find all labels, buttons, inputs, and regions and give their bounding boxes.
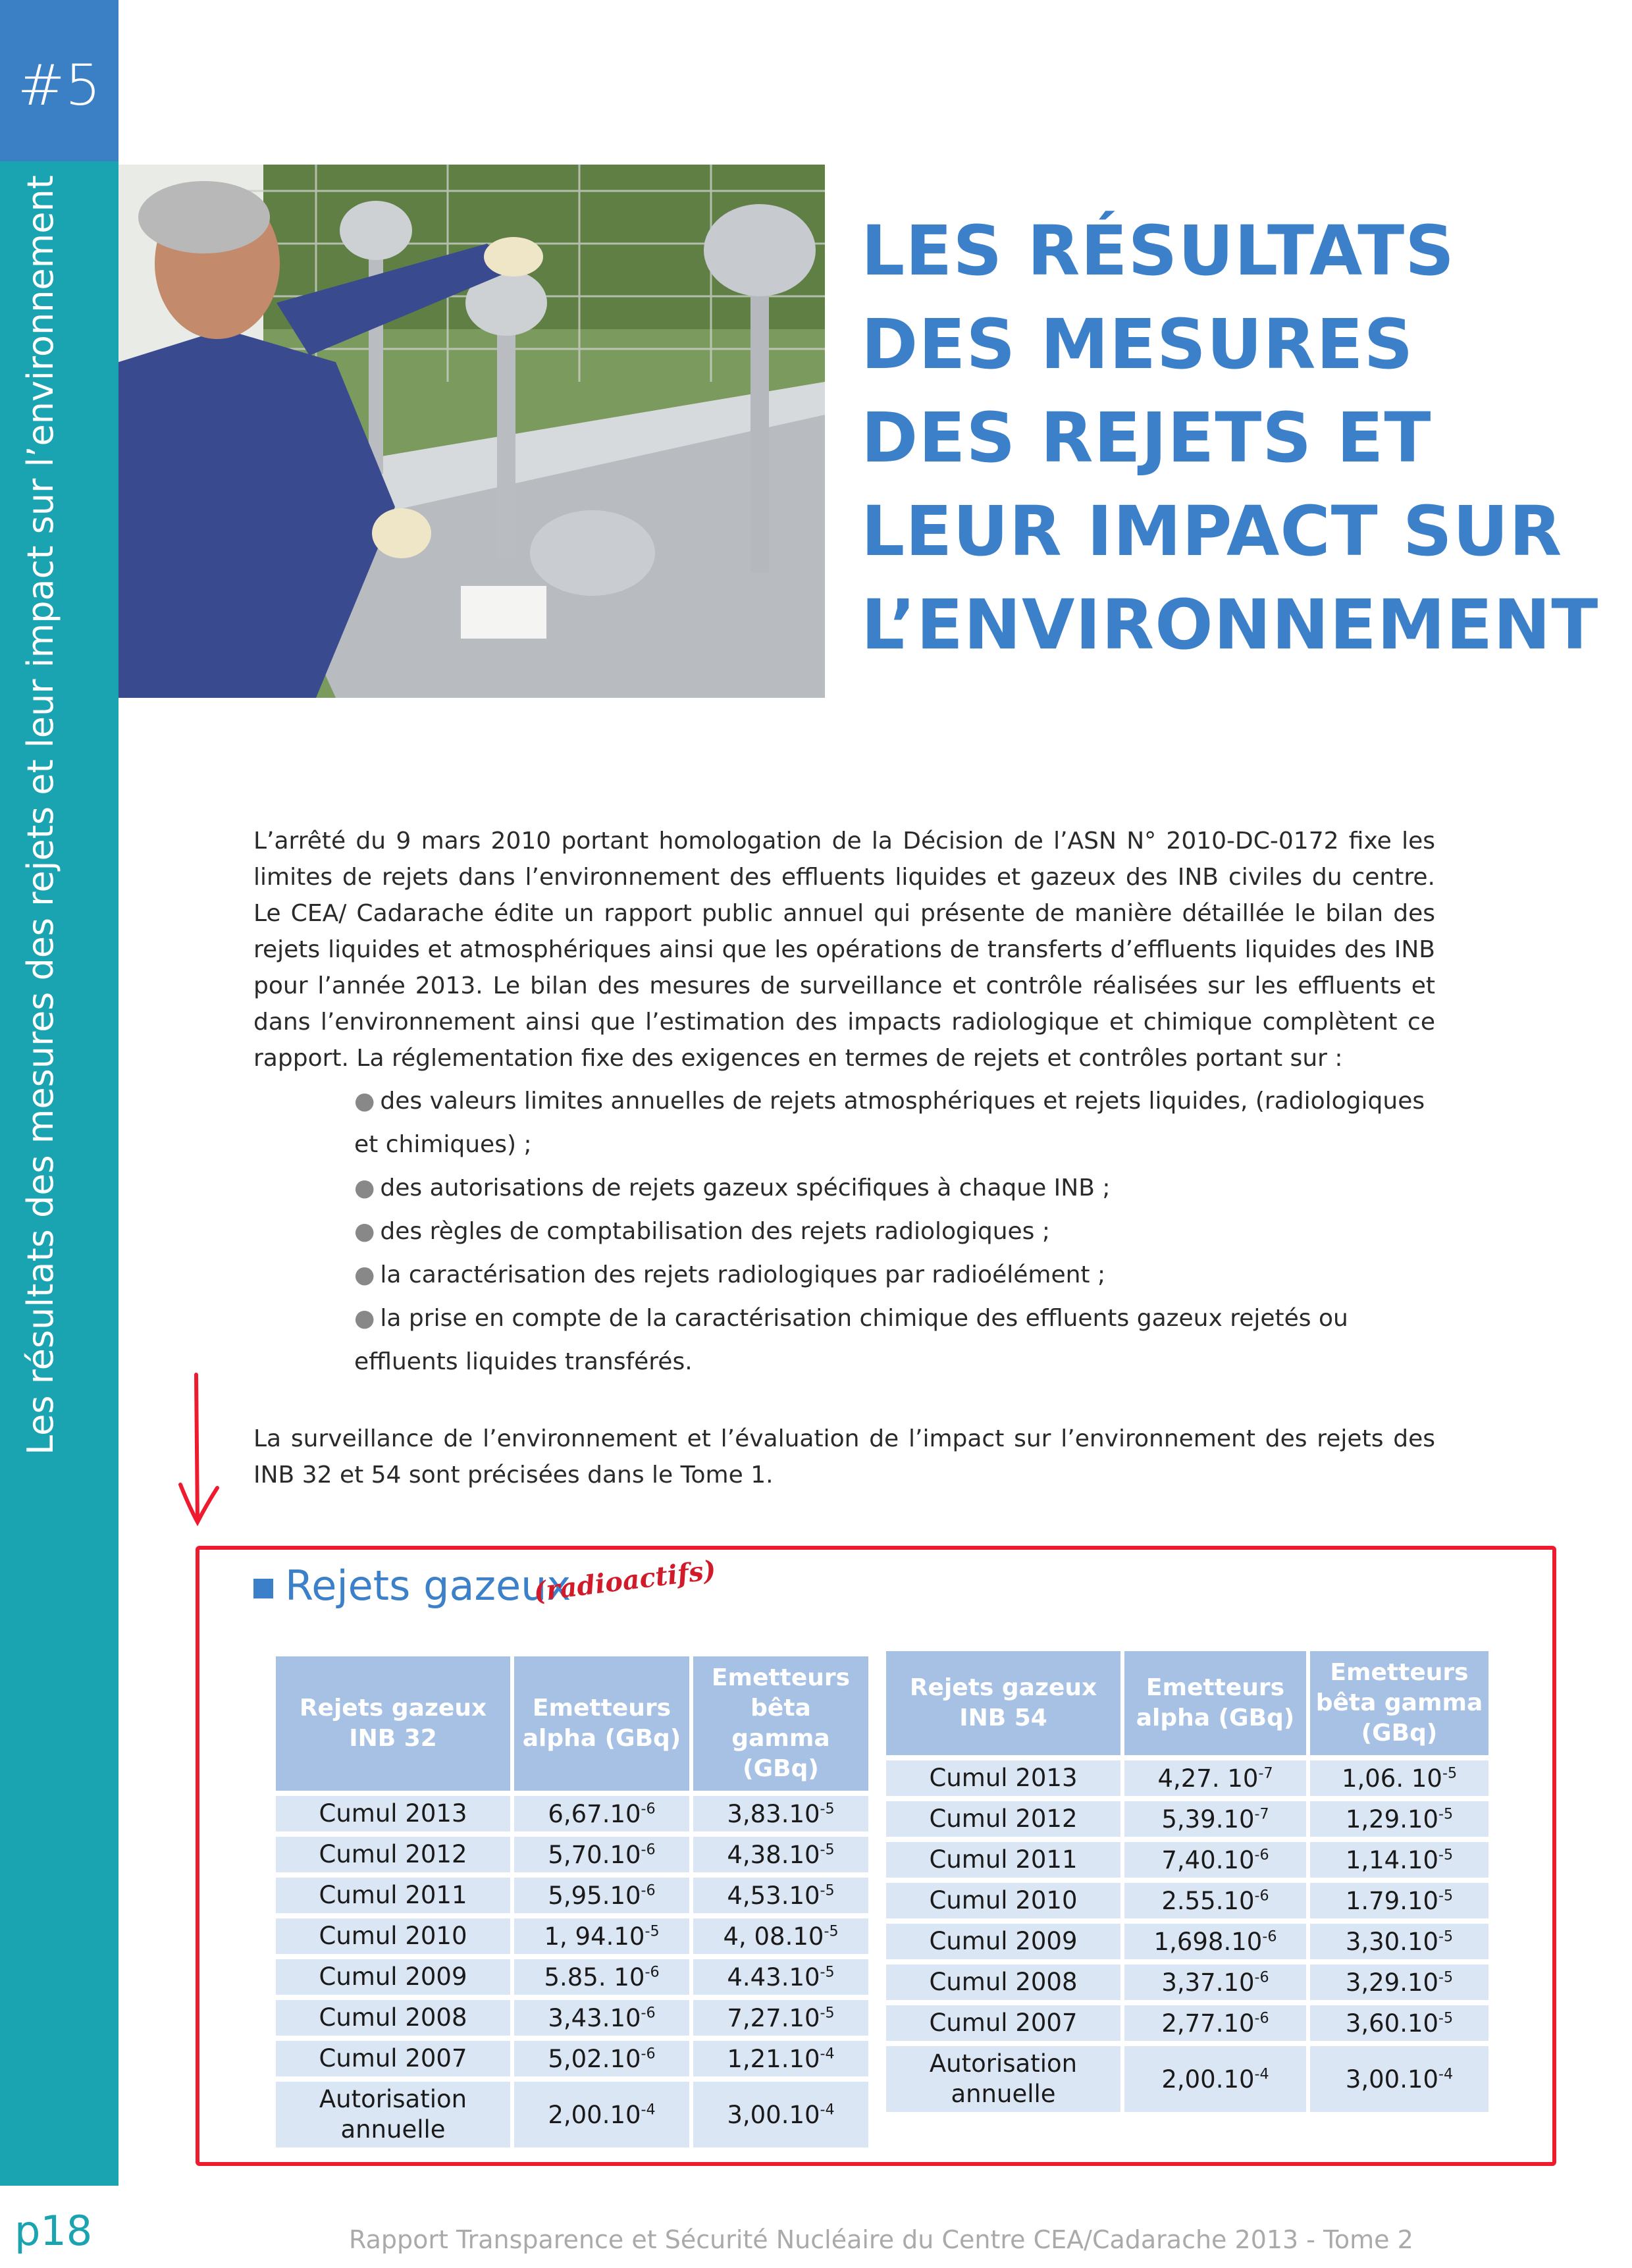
title-line: LES RÉSULTATS [861, 211, 1456, 291]
cell-exponent: -6 [641, 2004, 656, 2022]
cell-value: 2,77.10 [1161, 2009, 1255, 2038]
table-inb32 [272, 1651, 872, 2153]
cell-value: 1,06. 10 [1341, 1764, 1442, 1793]
cell-value: Cumul 2008 [929, 1968, 1078, 1996]
list-item-text: des valeurs limites annuelles de rejets atmosphériques et rejets liquides, (radiologiques et chimiques) ; [354, 1088, 1425, 1158]
list-item [354, 1297, 1434, 1384]
beta-gamma-value-cell [1310, 1883, 1488, 1918]
cell-exponent: -5 [820, 1800, 835, 1818]
beta-gamma-value-cell [1310, 2046, 1488, 2112]
cell-exponent: -6 [641, 1800, 656, 1818]
row-label-cell [276, 1796, 510, 1832]
cell-exponent: -7 [1258, 1764, 1273, 1782]
cell-value: 1,698.10 [1153, 1927, 1263, 1956]
cell-exponent: -5 [1442, 1764, 1458, 1782]
row-label-cell [886, 1760, 1120, 1796]
list-item [354, 1080, 1434, 1167]
column-header: Rejets gazeux INB 54 [886, 1651, 1120, 1755]
table-row [276, 1878, 868, 1913]
cell-value: Cumul 2007 [929, 2009, 1078, 2037]
table-row [886, 1883, 1488, 1918]
cell-value: 1.79.10 [1345, 1886, 1439, 1915]
row-label-cell [886, 1842, 1120, 1878]
table-row [276, 2082, 868, 2148]
cell-value: 2.55.10 [1161, 1886, 1255, 1915]
cell-value: 1,14.10 [1345, 1845, 1439, 1874]
alpha-value-cell [1124, 1883, 1306, 1918]
beta-gamma-value-cell [1310, 1924, 1488, 1959]
cell-value: 3,37.10 [1161, 1968, 1255, 1997]
alpha-value-cell [514, 2041, 689, 2076]
alpha-value-cell [514, 2082, 689, 2148]
cell-value: 4,38.10 [727, 1840, 820, 1869]
alpha-value-cell [1124, 2005, 1306, 2041]
beta-gamma-value-cell [693, 1918, 868, 1954]
cell-exponent: -6 [1254, 1887, 1269, 1905]
cell-value: 3,83.10 [727, 1799, 820, 1828]
beta-gamma-value-cell [693, 2041, 868, 2076]
alpha-value-cell [1124, 1801, 1306, 1837]
cell-value: Cumul 2007 [319, 2044, 467, 2072]
cell-value: Autorisation annuelle [319, 2085, 467, 2144]
list-item-text: la prise en compte de la caractérisation chimique des effluents gazeux rejetés ou effluents liquides transférés. [354, 1305, 1348, 1375]
cell-value: 3,29.10 [1345, 1968, 1439, 1997]
cell-value: 5,39.10 [1161, 1805, 1255, 1833]
row-label-cell [276, 1959, 510, 1995]
cell-value: 4, 08.10 [723, 1922, 824, 1951]
cell-value: 5,70.10 [548, 1840, 641, 1869]
row-label-cell [276, 1878, 510, 1913]
cell-value: 6,67.10 [548, 1799, 641, 1828]
alpha-value-cell [514, 2000, 689, 2036]
beta-gamma-value-cell [693, 2000, 868, 2036]
table-inb54 [882, 1646, 1492, 2117]
alpha-value-cell [514, 1878, 689, 1913]
cell-exponent: -7 [1254, 1805, 1269, 1823]
cell-value: 4,53.10 [727, 1881, 820, 1910]
cell-value: 7,27.10 [727, 2003, 820, 2032]
table-row [886, 2046, 1488, 2112]
cell-value: Cumul 2009 [319, 1963, 467, 1991]
list-item-text: la caractérisation des rejets radiologiques par radioélément ; [380, 1261, 1106, 1288]
beta-gamma-value-cell [1310, 1801, 1488, 1837]
title-line: DES MESURES [861, 304, 1414, 384]
bullet-icon: ● [354, 1305, 375, 1332]
footer-report-title: Rapport Transparence et Sécurité Nucléaire du Centre CEA/Cadarache 2013 - Tome 2 [349, 2225, 1413, 2254]
cell-exponent: -4 [1438, 2065, 1454, 2083]
column-header: Emetteurs bêta gamma (GBq) [693, 1656, 868, 1791]
row-label-cell [886, 1883, 1120, 1918]
row-label-cell [886, 2046, 1120, 2112]
cell-value: 3,00.10 [727, 2100, 820, 2129]
cell-value: 4,27. 10 [1157, 1764, 1259, 1793]
beta-gamma-value-cell [693, 2082, 868, 2148]
list-item [354, 1253, 1434, 1297]
cell-value: 4.43.10 [727, 1963, 820, 1991]
table-row [276, 1918, 868, 1954]
cell-value: 1, 94.10 [544, 1922, 645, 1951]
cell-value: Cumul 2011 [929, 1845, 1078, 1874]
cell-exponent: -6 [641, 2045, 656, 2063]
cell-exponent: -4 [820, 2045, 835, 2063]
cell-exponent: -5 [1438, 1846, 1454, 1864]
cell-value: 3,30.10 [1345, 1927, 1439, 1956]
beta-gamma-value-cell [1310, 1965, 1488, 2000]
table-row [886, 1842, 1488, 1878]
table-row [886, 2005, 1488, 2041]
alpha-value-cell [514, 1918, 689, 1954]
cell-value: Cumul 2010 [319, 1922, 467, 1950]
chapter-tag: #5 [17, 53, 101, 119]
cell-value: 5.85. 10 [544, 1963, 645, 1991]
row-label-cell [886, 1801, 1120, 1837]
row-label-cell [886, 2005, 1120, 2041]
alpha-value-cell [1124, 1842, 1306, 1878]
row-label-cell [276, 1918, 510, 1954]
bullet-icon: ● [354, 1174, 375, 1201]
handwritten-note: (radioactifs) [532, 1554, 718, 1608]
photo-air-sampling-station [118, 165, 825, 698]
cell-exponent: -5 [1438, 1968, 1454, 1986]
cell-exponent: -4 [820, 2101, 835, 2119]
beta-gamma-value-cell [1310, 1842, 1488, 1878]
cell-exponent: -6 [641, 1841, 656, 1859]
column-header: Emetteurs alpha (GBq) [1124, 1651, 1306, 1755]
cell-exponent: -5 [645, 1922, 660, 1940]
alpha-value-cell [1124, 1760, 1306, 1796]
list-item [354, 1210, 1434, 1253]
cell-value: Cumul 2009 [929, 1927, 1078, 1955]
cell-exponent: -6 [1254, 2009, 1269, 2027]
cell-value: 1,21.10 [727, 2044, 820, 2073]
row-label-cell [886, 1924, 1120, 1959]
cell-value: Cumul 2013 [319, 1799, 467, 1828]
cell-value: Cumul 2012 [929, 1805, 1078, 1833]
table-row [276, 2041, 868, 2076]
table-row [886, 1801, 1488, 1837]
alpha-value-cell [1124, 2046, 1306, 2112]
cell-value: 3,00.10 [1345, 2065, 1439, 2094]
beta-gamma-value-cell [1310, 2005, 1488, 2041]
cell-exponent: -5 [1438, 1805, 1454, 1823]
cell-value: Cumul 2011 [319, 1881, 467, 1909]
table-row [886, 1760, 1488, 1796]
row-label-cell [276, 2082, 510, 2148]
table-header-row [276, 1656, 868, 1791]
table-row [276, 2000, 868, 2036]
cell-exponent: -5 [820, 1882, 835, 1899]
table-row [276, 1959, 868, 1995]
red-arrow-annotation [178, 1369, 237, 1534]
cell-value: Cumul 2010 [929, 1886, 1078, 1914]
sidebar-vertical-title: Les résultats des mesures des rejets et leur impact sur l’environnement [20, 175, 61, 1455]
column-header: Rejets gazeux INB 32 [276, 1656, 510, 1791]
title-line: L’ENVIRONNEMENT [861, 585, 1599, 665]
cell-exponent: -6 [1254, 1968, 1269, 1986]
intro-paragraph: L’arrêté du 9 mars 2010 portant homologation de la Décision de l’ASN N° 2010-DC-0172 fixe les limites de rejets dans l’environnement des effluents liquides et gazeux des INB civiles du centre. Le CEA/ Cadarache édite un rapport public annuel qui présente de manière détaillée le bilan des rejets liquides et atmosphériques ainsi que les opérations de transferts d’effluents liquides des INB pour l’année 2013. Le bilan des mesures de surveillance et contrôle réalisées sur les effluents et dans l’environnement ainsi que l’estimation des impacts radiologique et chimique complètent ce rapport. La réglementation fixe des exigences en termes de rejets et contrôles portant sur : [253, 828, 1435, 1072]
table-row [886, 1965, 1488, 2000]
section-heading-text: Rejets gazeux [285, 1562, 571, 1610]
row-label-cell [886, 1965, 1120, 2000]
cell-value: 7,40.10 [1161, 1845, 1255, 1874]
row-label-cell [276, 2041, 510, 2076]
table-row [276, 1796, 868, 1832]
list-item-text: des autorisations de rejets gazeux spécifiques à chaque INB ; [380, 1174, 1111, 1201]
page-title [861, 204, 1598, 672]
cell-exponent: -5 [820, 1841, 835, 1859]
table-row [886, 1924, 1488, 1959]
cell-exponent: -5 [1438, 1887, 1454, 1905]
cell-exponent: -6 [1254, 1846, 1269, 1864]
cell-exponent: -5 [1438, 2009, 1454, 2027]
beta-gamma-value-cell [693, 1959, 868, 1995]
title-line: DES REJETS ET [861, 398, 1432, 478]
column-header: Emetteurs alpha (GBq) [514, 1656, 689, 1791]
cell-value: Cumul 2008 [319, 2003, 467, 2032]
cell-value: Autorisation annuelle [929, 2049, 1078, 2108]
beta-gamma-value-cell [1310, 1760, 1488, 1796]
cell-exponent: -5 [820, 2004, 835, 2022]
table-row [276, 1837, 868, 1872]
bullet-icon: ● [354, 1088, 375, 1115]
cell-exponent: -6 [641, 1882, 656, 1899]
beta-gamma-value-cell [693, 1796, 868, 1832]
row-label-cell [276, 2000, 510, 2036]
cell-value: 3,43.10 [548, 2003, 641, 2032]
column-header: Emetteurs bêta gamma (GBq) [1310, 1651, 1488, 1755]
alpha-value-cell [1124, 1924, 1306, 1959]
bullet-icon: ● [354, 1218, 375, 1245]
cell-exponent: -5 [824, 1922, 839, 1940]
list-item-text: des règles de comptabilisation des rejets radiologiques ; [380, 1218, 1051, 1245]
list-item [354, 1167, 1434, 1210]
alpha-value-cell [514, 1796, 689, 1832]
alpha-value-cell [514, 1959, 689, 1995]
alpha-value-cell [1124, 1965, 1306, 2000]
square-icon [253, 1579, 273, 1598]
outro-paragraph: La surveillance de l’environnement et l’évaluation de l’impact sur l’environnement des rejets des INB 32 et 54 sont précisées dans le Tome 1. [253, 1425, 1435, 1489]
title-line: LEUR IMPACT SUR [861, 491, 1563, 571]
page-number: p18 [14, 2207, 93, 2255]
cell-value: 3,60.10 [1345, 2009, 1439, 2038]
cell-exponent: -6 [1262, 1928, 1277, 1945]
beta-gamma-value-cell [693, 1837, 868, 1872]
cell-exponent: -6 [645, 1963, 660, 1981]
cell-exponent: -4 [1254, 2065, 1269, 2083]
cell-exponent: -4 [641, 2101, 656, 2119]
cell-value: 5,95.10 [548, 1881, 641, 1910]
cell-value: Cumul 2013 [929, 1764, 1078, 1792]
cell-exponent: -5 [820, 1963, 835, 1981]
row-label-cell [276, 1837, 510, 1872]
cell-value: 2,00.10 [548, 2100, 641, 2129]
table-header-row [886, 1651, 1488, 1755]
requirements-list [354, 1080, 1434, 1384]
alpha-value-cell [514, 1837, 689, 1872]
cell-value: Cumul 2012 [319, 1840, 467, 1868]
section-heading [253, 1562, 571, 1610]
beta-gamma-value-cell [693, 1878, 868, 1913]
cell-value: 5,02.10 [548, 2044, 641, 2073]
cell-value: 1,29.10 [1345, 1805, 1439, 1833]
cell-value: 2,00.10 [1161, 2065, 1255, 2094]
bullet-icon: ● [354, 1261, 375, 1288]
cell-exponent: -5 [1438, 1928, 1454, 1945]
